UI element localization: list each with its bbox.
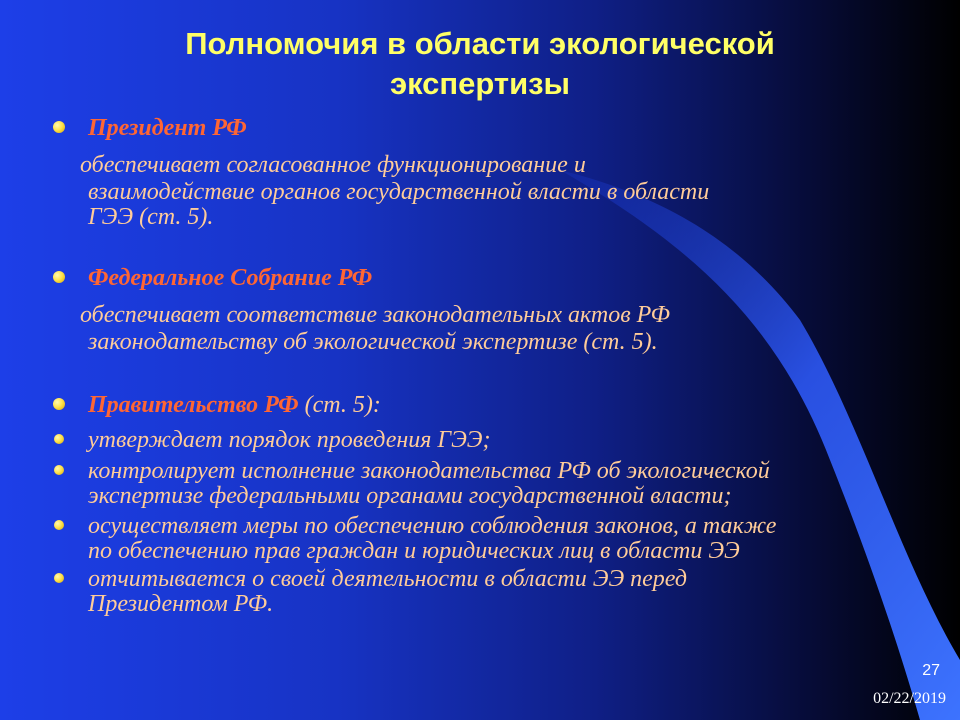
title-line-2: экспертизы [389, 66, 571, 101]
slide-number: 27 [922, 662, 940, 679]
slide-date: 02/22/2019 [873, 690, 946, 707]
list-item-line: по обеспечению прав граждан и юридических лиц в области ЭЭ [88, 538, 740, 564]
bullet-icon [53, 398, 65, 410]
list-item-line: утверждает порядок проведения ГЭЭ; [88, 427, 491, 453]
list-item-line: Президентом РФ. [88, 591, 274, 617]
bullet-icon [54, 573, 64, 583]
section-text-line: законодательству об экологической экспертизе (ст. 5). [88, 329, 658, 355]
bullet-icon [54, 434, 64, 444]
bullet-icon [54, 520, 64, 530]
section-heading: Федеральное Собрание РФ [88, 265, 373, 291]
section-heading-suffix: (ст. 5): [298, 392, 381, 418]
section-heading-text: Правительство РФ [88, 392, 299, 418]
bullet-icon [54, 465, 64, 475]
section-heading: Президент РФ [88, 115, 247, 141]
list-item-line: экспертизе федеральными органами государственной власти; [88, 483, 732, 509]
bullet-icon [53, 121, 65, 133]
title-line-1: Полномочия в области экологической [185, 26, 775, 61]
list-item-line: контролирует исполнение законодательства РФ об экологической [88, 458, 770, 484]
list-item-line: отчитывается о своей деятельности в области ЭЭ перед [88, 566, 688, 592]
list-item-line: осуществляет меры по обеспечению соблюдения законов, а также [88, 513, 777, 539]
section-text-line: обеспечивает соответствие законодательных актов РФ [80, 302, 670, 328]
section-text-line: взаимодействие органов государственной власти в области [88, 179, 710, 205]
section-heading [88, 393, 381, 418]
bullet-icon [53, 271, 65, 283]
section-text-line: обеспечивает согласованное функционирование и [80, 152, 586, 178]
section-text-line: ГЭЭ (ст. 5). [88, 204, 214, 230]
slide-title [60, 24, 900, 104]
